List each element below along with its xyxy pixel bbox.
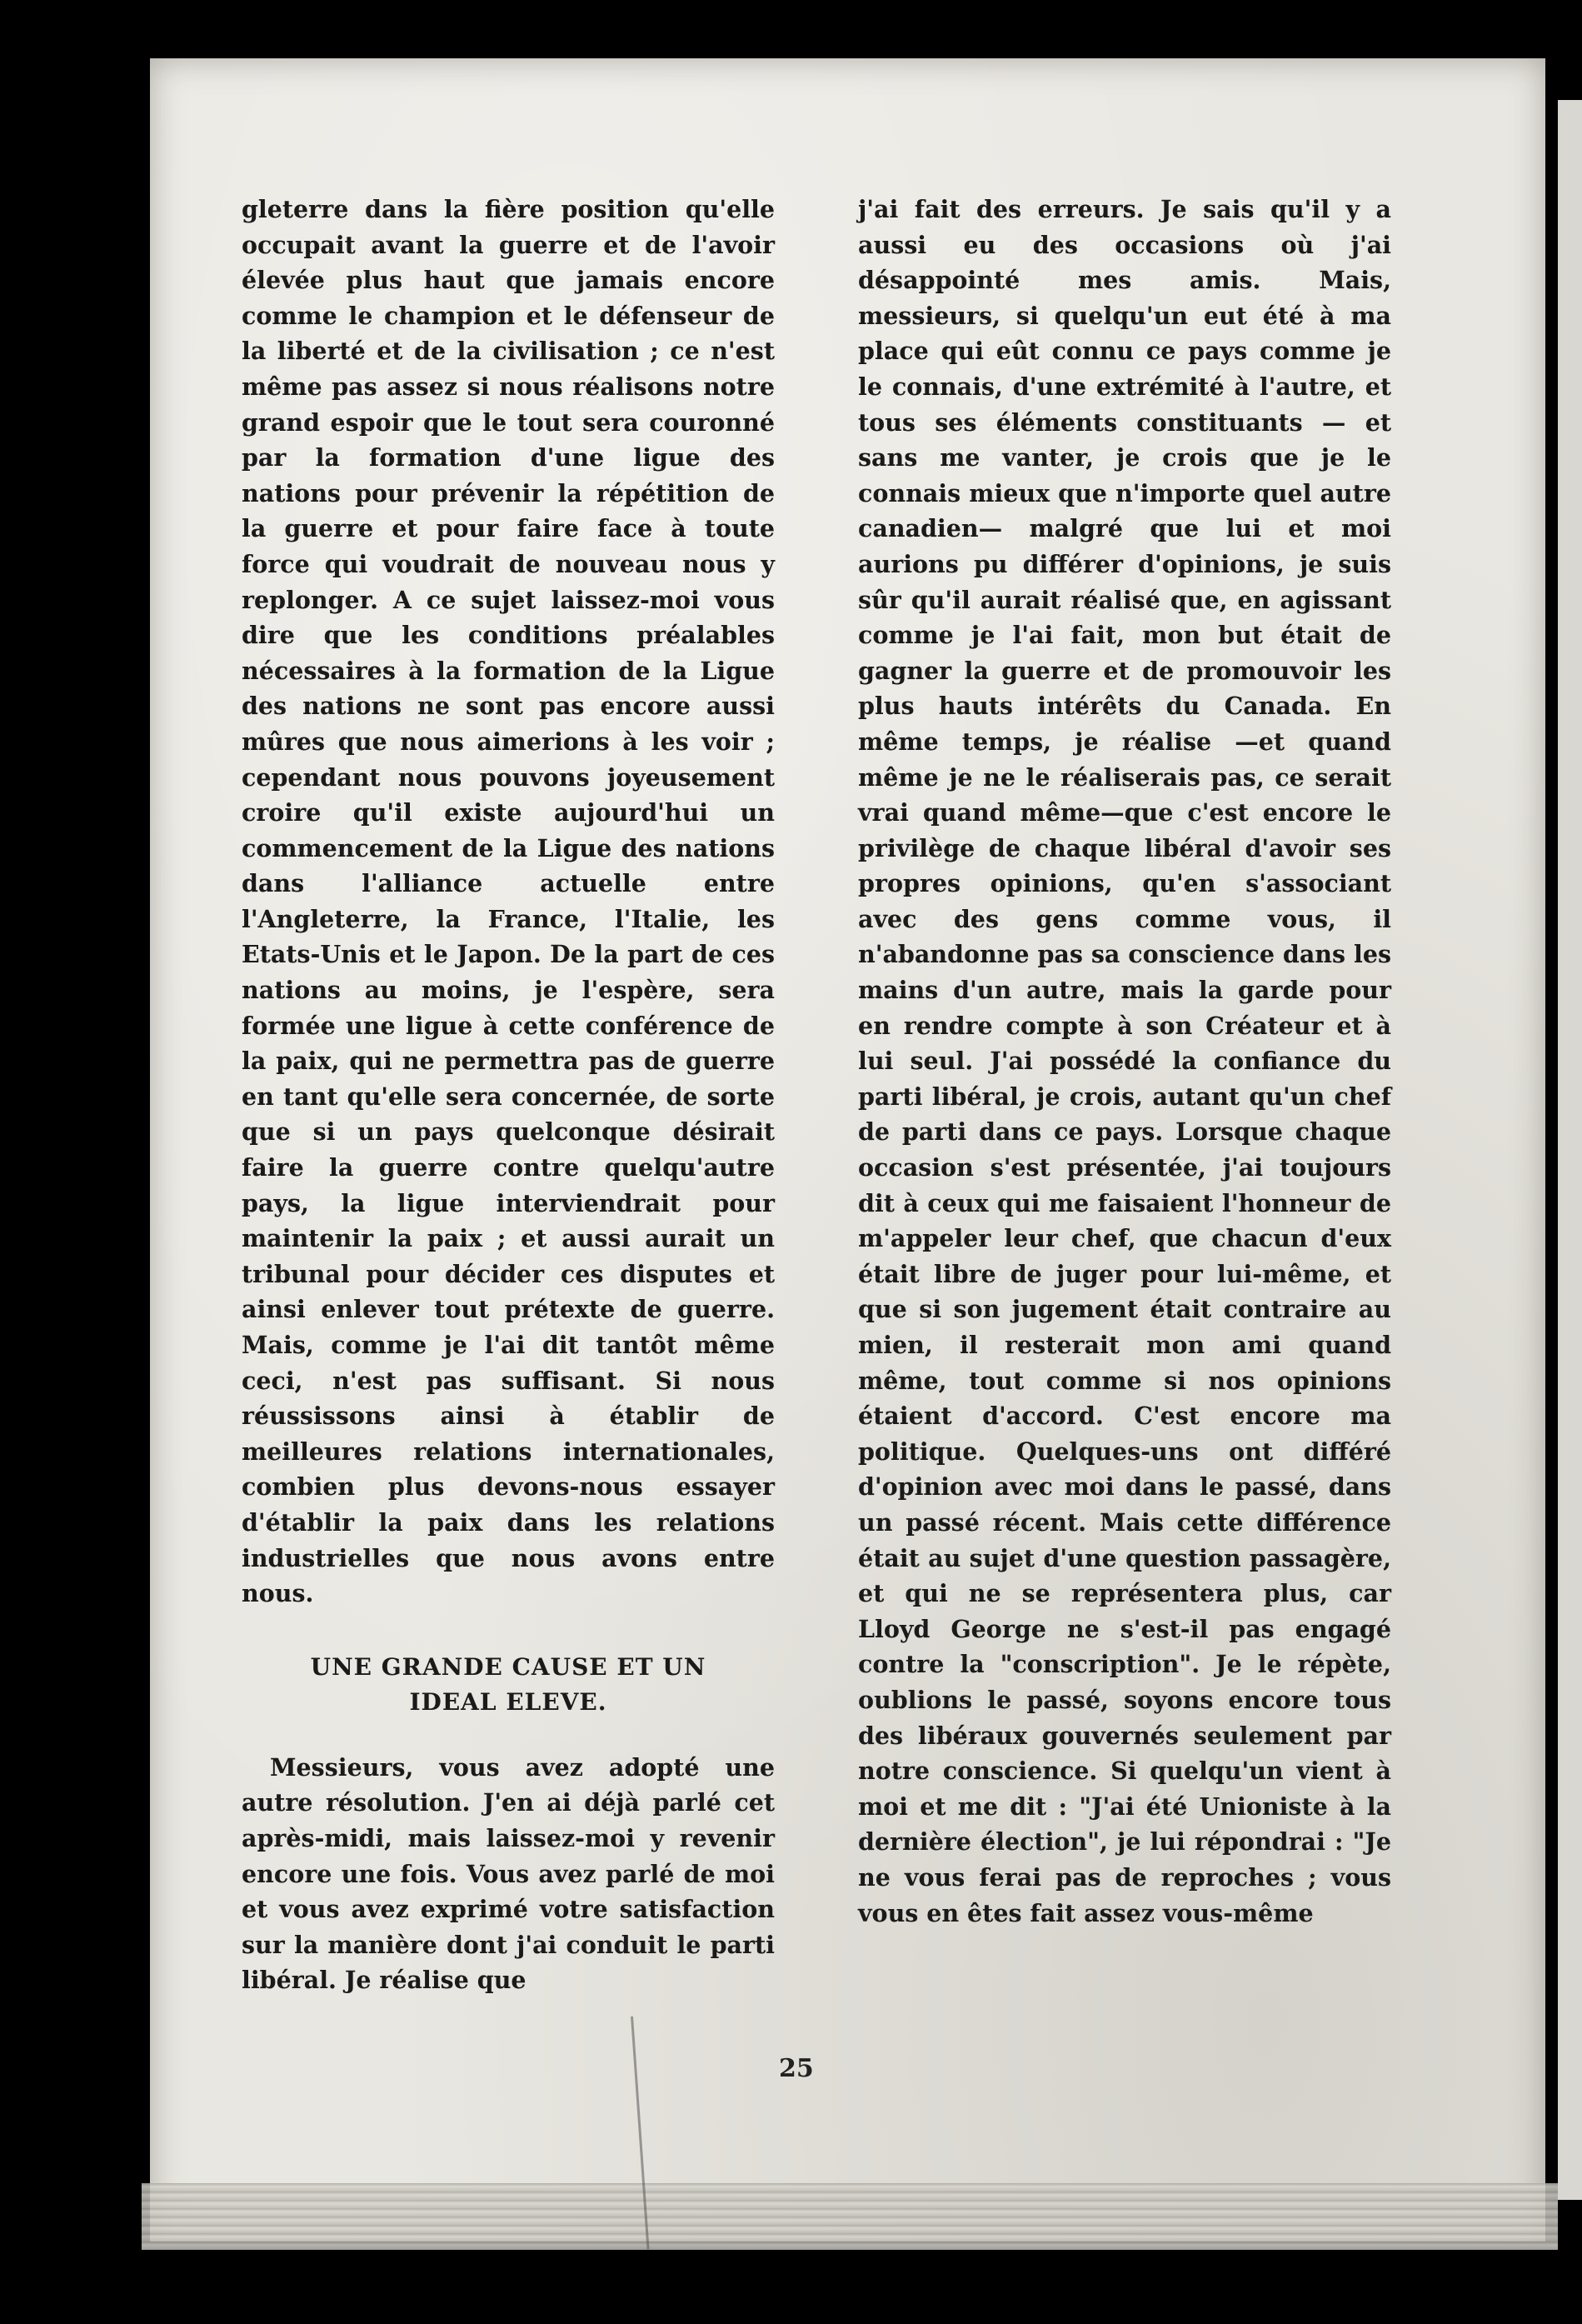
- facing-page-edge: [1558, 100, 1582, 2200]
- section-heading-line-1: UNE GRANDE CAUSE ET UN: [310, 1652, 706, 1681]
- left-column: [242, 192, 775, 1998]
- page-number: 25: [779, 2054, 814, 2083]
- section-heading-line-2: IDEAL ELEVE.: [409, 1687, 607, 1716]
- right-column-text: j'ai fait des erreurs. Je sais qu'il y a aussi eu des occasions où j'ai désappointé mes amis. Mais, messieurs, si quelqu'un eut été à ma place qui eût connu ce pays comme je le connais, d'une extrémité à l'autre, et tous ses éléments constituants — et sans me vanter, je crois que je le connais mieux que n'importe quel autre canadien— malgré que lui et moi aurions pu différer d'opinions, je suis sûr qu'il aurait réalisé que, en agissant comme je l'ai fait, mon but était de gagner la guerre et de promouvoir les plus hauts intérêts du Canada. En même temps, je réalise —et quand même je ne le réaliserais pas, ce serait vrai quand même—que c'est encore le privilège de chaque libéral d'avoir ses propres opinions, qu'en s'associant avec des gens comme vous, il n'abandonne pas sa conscience dans les mains d'un autre, mais la garde pour en rendre compte à son Créateur et à lui seul. J'ai possédé la confiance du parti libéral, je crois, autant qu'un chef de parti dans ce pays. Lorsque chaque occasion s'est présentée, j'ai toujours dit à ceux qui me faisaient l'honneur de m'appeler leur chef, que chacun d'eux était libre de juger pour lui-même, et que si son jugement était contraire au mien, il resterait mon ami quand même, tout comme si nos opinions étaient d'accord. C'est encore ma politique. Quelques-uns ont différé d'opinion avec moi dans le passé, dans un passé récent. Mais cette différence était au sujet d'une question passagère, et qui ne se représentera plus, car Lloyd George ne s'est-il pas engagé contre la "conscription". Je le répète, oublions le passé, soyons encore tous des libéraux gouvernés seulement par notre conscience. Si quelqu'un vient à moi et me dit : "J'ai été Unioniste à la dernière élection", je lui répondrai : "Je ne vous ferai pas de reproches ; vous vous en êtes fait assez vous-même: [858, 195, 1391, 1927]
- left-paragraph-start: Messieurs, vous avez adopté une autre résolution. J'en ai déjà parlé cet après-midi, mais laissez-moi y revenir encore une fois. Vous avez parlé de moi et vous avez exprimé votre satisfaction sur la manière dont j'ai conduit le parti libéral. Je réalise que: [242, 1752, 775, 1995]
- page-stack-edge: [142, 2183, 1558, 2250]
- section-heading: [250, 1650, 766, 1720]
- right-column: [858, 192, 1391, 1931]
- left-paragraph-continuation: gleterre dans la fière position qu'elle occupait avant la guerre et de l'avoir élevée plus haut que jamais encore comme le champion et le défenseur de la liberté et de la civilisation ; ce n'est même pas assez si nous réalisons notre grand espoir que le tout sera couronné par la formation d'une ligue des nations pour prévenir la répétition de la guerre et pour faire face à toute force qui voudrait de nouveau nous y replonger. A ce sujet laissez-moi vous dire que les conditions préalables nécessaires à la formation de la Ligue des nations ne sont pas encore aussi mûres que nous aimerions à les voir ; cependant nous pouvons joyeusement croire qu'il existe aujourd'hui un commencement de la Ligue des nations dans l'alliance actuelle entre l'Angleterre, la France, l'Italie, les Etats-Unis et le Japon. De la part de ces nations au moins, je l'espère, sera formée une ligue à cette conférence de la paix, qui ne permettra pas de guerre en tant qu'elle sera concernée, de sorte que si un pays quelconque désirait faire la guerre contre quelqu'autre pays, la ligue interviendrait pour maintenir la paix ; et aussi aurait un tribunal pour décider ces disputes et ainsi enlever tout prétexte de guerre. Mais, comme je l'ai dit tantôt même ceci, n'est pas suffisant. Si nous réussissons ainsi à établir de meilleures relations internationales, combien plus devons-nous essayer d'établir la paix dans les relations industrielles que nous avons entre nous.: [242, 195, 775, 1608]
